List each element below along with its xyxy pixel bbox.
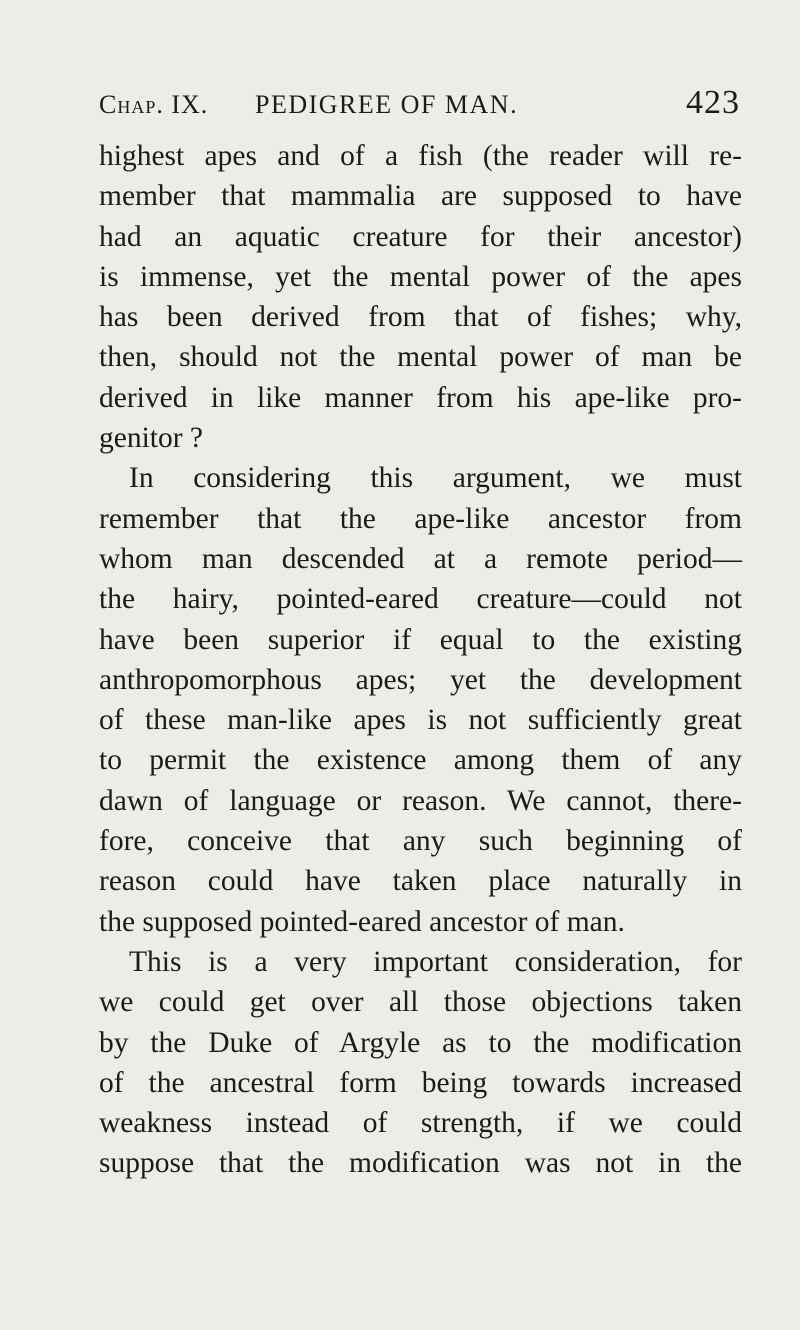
text-line: the supposed pointed-eared ancestor of man.	[99, 905, 625, 938]
running-head	[99, 84, 740, 124]
text-line: has been derived from that of fishes; why,	[99, 301, 742, 334]
text-line: of the ancestral form being towards increased	[99, 1066, 742, 1099]
body-text	[99, 136, 742, 1184]
text-line: the hairy, pointed-eared creature—could not	[99, 583, 742, 616]
text-line: weakness instead of strength, if we could	[99, 1107, 742, 1140]
paragraph-2	[99, 458, 742, 942]
paragraph-3	[99, 942, 742, 1184]
text-line: is immense, yet the mental power of the apes	[99, 260, 742, 293]
text-line: have been superior if equal to the existing	[99, 623, 742, 656]
text-line: anthropomorphous apes; yet the development	[99, 663, 742, 696]
text-line: dawn of language or reason. We cannot, there-	[99, 784, 742, 817]
text-line: then, should not the mental power of man be	[99, 341, 742, 374]
text-line: remember that the ape-like ancestor from	[99, 502, 742, 535]
text-line: of these man-like apes is not sufficiently great	[99, 704, 742, 737]
text-line: by the Duke of Argyle as to the modification	[99, 1026, 742, 1059]
page-number: 423	[686, 84, 740, 121]
text-line: reason could have taken place naturally in	[99, 865, 742, 898]
text-line: to permit the existence among them of any	[99, 744, 742, 777]
running-title: PEDIGREE OF MAN.	[255, 90, 519, 119]
text-line: fore, conceive that any such beginning of	[99, 825, 742, 858]
text-line: whom man descended at a remote period—	[99, 542, 742, 575]
text-line: had an aquatic creature for their ancestor)	[99, 220, 742, 253]
paragraph-1	[99, 136, 742, 458]
text-line: In considering this argument, we must	[129, 462, 742, 495]
text-line: highest apes and of a fish (the reader will re-	[99, 140, 742, 172]
text-line: member that mammalia are supposed to have	[99, 180, 742, 213]
text-line: derived in like manner from his ape-like pro-	[99, 381, 742, 414]
text-line: This is a very important consideration, for	[129, 945, 742, 978]
chapter-label: Chap. IX.	[99, 90, 209, 119]
text-line: suppose that the modification was not in the	[99, 1147, 742, 1180]
text-line: we could get over all those objections taken	[99, 986, 742, 1019]
text-line: genitor ?	[99, 422, 204, 455]
